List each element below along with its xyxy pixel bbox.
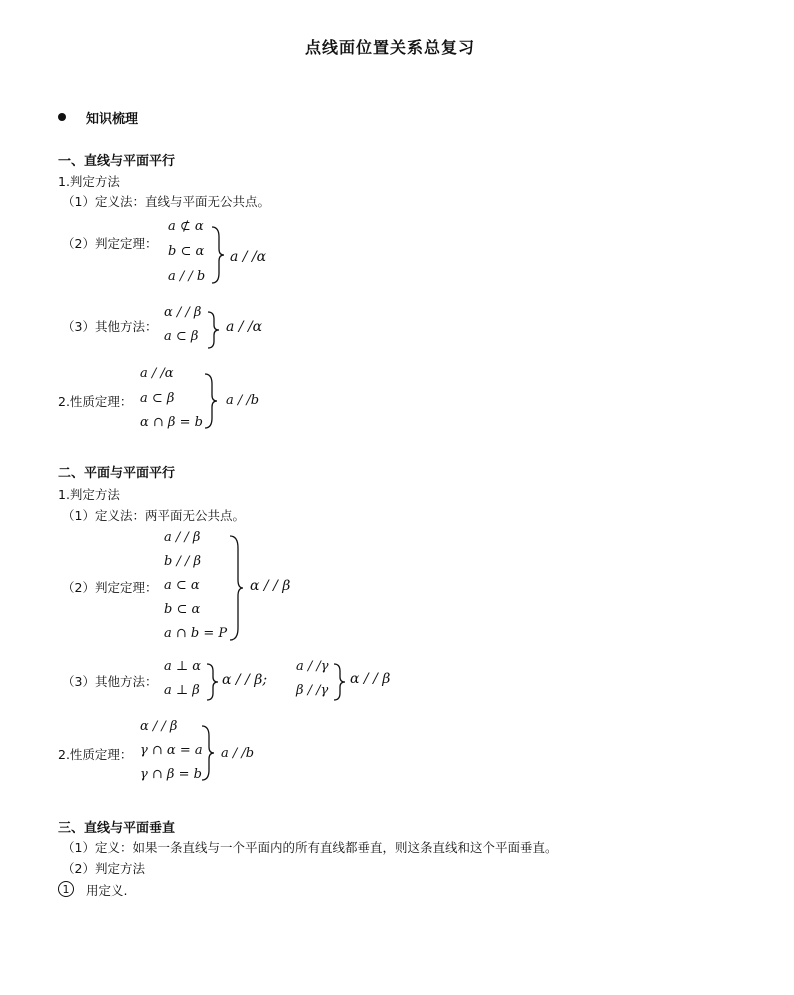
page-title: 点线面位置关系总复习 <box>305 38 476 57</box>
s2-theorem-brace <box>228 534 246 642</box>
s1-other-cond-1: α / / β <box>164 305 202 320</box>
s2-other1-cond-1: a ⊥ α <box>164 659 202 674</box>
s2-theorem-cond-2: b / / β <box>164 554 201 569</box>
s1-theorem-label: （2）判定定理： <box>62 236 158 251</box>
s1-property-brace <box>203 372 219 430</box>
s2-other2-cond-2: β / /γ <box>296 683 329 698</box>
s2-theorem-cond-1: a / / β <box>164 530 201 545</box>
s2-property-brace <box>200 724 216 782</box>
s3-heading: 三、直线与平面垂直 <box>58 821 176 836</box>
s2-property-result: a / /b <box>221 746 255 761</box>
s2-judge: 1.判定方法 <box>58 487 120 502</box>
s1-other-label: （3）其他方法： <box>62 319 158 334</box>
s3-item1-circle: 1 <box>58 881 74 897</box>
s1-property-cond-1: a / /α <box>140 366 174 381</box>
s1-property-label: 2.性质定理： <box>58 394 133 409</box>
s2-property-cond-3: γ ∩ β = b <box>140 767 202 782</box>
s2-property-cond-1: α / / β <box>140 719 178 734</box>
s3-judge: （2）判定方法 <box>62 861 145 876</box>
s2-other-label: （3）其他方法： <box>62 674 158 689</box>
s3-definition: （1）定义：如果一条直线与一个平面内的所有直线都垂直，则这条直线和这个平面垂直。 <box>62 840 558 855</box>
s1-other-result: a / /α <box>226 319 263 335</box>
s2-heading: 二、平面与平面平行 <box>58 466 176 481</box>
s1-other-cond-2: a ⊂ β <box>164 329 199 344</box>
s1-judge: 1.判定方法 <box>58 174 120 189</box>
s2-other2-cond-1: a / /γ <box>296 659 329 674</box>
s2-theorem-label: （2）判定定理： <box>62 580 158 595</box>
s2-property-label: 2.性质定理： <box>58 747 133 762</box>
s1-property-result: a / /b <box>226 393 260 408</box>
overview-heading: 知识梳理 <box>86 112 139 127</box>
s1-theorem-cond-3: a / / b <box>168 269 206 284</box>
s1-property-cond-3: α ∩ β = b <box>140 415 203 430</box>
s2-other1-brace <box>205 662 221 702</box>
s2-definition: （1）定义法：两平面无公共点。 <box>62 508 245 523</box>
s2-theorem-cond-4: b ⊂ α <box>164 602 201 617</box>
s3-item1-text: 用定义. <box>86 883 128 898</box>
s1-theorem-cond-2: b ⊂ α <box>168 244 205 259</box>
s1-definition: （1）定义法：直线与平面无公共点。 <box>62 194 270 209</box>
bullet-dot <box>58 113 66 121</box>
s2-other1-cond-2: a ⊥ β <box>164 683 200 698</box>
s1-theorem-result: a / /α <box>230 249 267 265</box>
s2-other2-brace <box>332 662 348 702</box>
s2-theorem-cond-5: a ∩ b = P <box>164 626 228 641</box>
s1-heading: 一、直线与平面平行 <box>58 154 176 169</box>
s2-other1-result: α / / β; <box>222 672 268 688</box>
s1-theorem-brace <box>210 225 226 285</box>
s1-theorem-cond-1: a ⊄ α <box>168 219 204 234</box>
s2-theorem-result: α / / β <box>250 578 291 594</box>
s2-other2-result: α / / β <box>350 671 391 687</box>
s1-property-cond-2: a ⊂ β <box>140 391 175 406</box>
s1-other-brace <box>206 310 222 350</box>
s2-property-cond-2: γ ∩ α = a <box>140 743 203 758</box>
s2-theorem-cond-3: a ⊂ α <box>164 578 200 593</box>
